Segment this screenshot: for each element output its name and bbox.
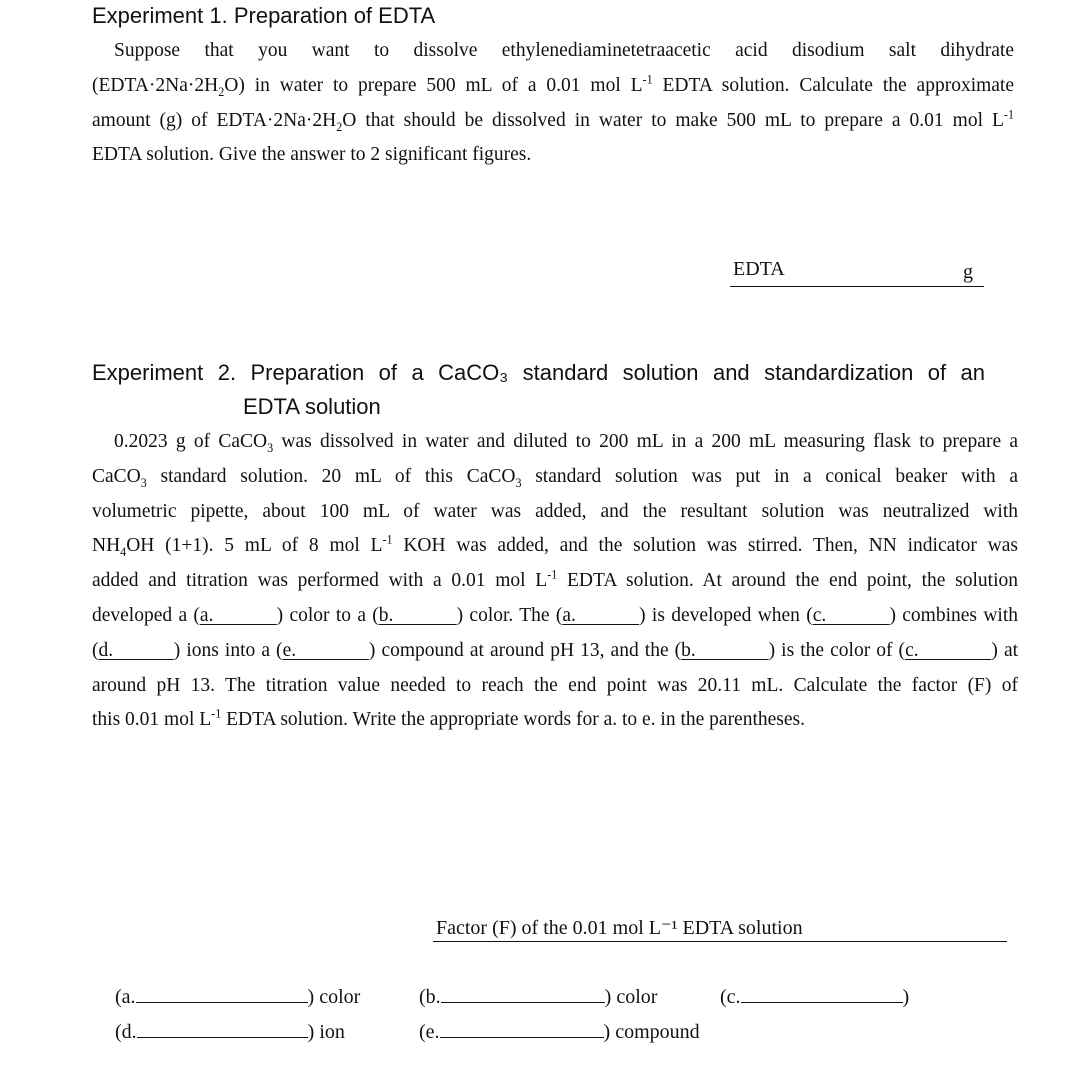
blank-c-line[interactable] <box>741 984 903 1003</box>
experiment1-heading: Experiment 1. Preparation of EDTA <box>92 3 436 28</box>
factor-answer-field[interactable] <box>433 941 1007 942</box>
blank-a-label: (a. <box>115 986 136 1008</box>
blank-a-line[interactable] <box>136 984 308 1003</box>
blank-b[interactable] <box>419 984 657 1010</box>
experiment2-heading: Experiment 2. Preparation of a CaCO₃ standard solution and standardization of an <box>92 360 985 385</box>
edta-answer-label: EDTA <box>733 258 785 280</box>
edta-answer-unit: g <box>963 261 973 283</box>
blank-d-line[interactable] <box>137 1019 308 1038</box>
experiment1-question: Suppose that you want to dissolve ethylenediaminetetraacetic acid disodium salt dihydrate $(EDTA\cdot 2Na\cdot 2H_2O)$ in water to prepare 500 mL of a 0.01 mol $L^{-1}$ EDTA solution. Calculate the approximate amount (g) of $EDTA\cdot 2Na\cdot 2H_2O$ that should be dissolved in water to make 500 mL to prepare a 0.01 mol $L^{-1}$ EDTA solution. Give the answer to 2 significant figures. <box>92 40 1015 166</box>
blank-a-suffix: ) color <box>307 986 361 1008</box>
blank-c-suffix: ) <box>902 986 910 1008</box>
experiment2-question: 0.2023 g of CaCO$_3$ was dissolved in water and diluted to 200 mL in a 200 mL measuring flask to prepare a CaCO$_3$ standard solution. 20 mL of this CaCO$_3$ standard solution was put in a conical beaker with a volumetric pipette, about 100 mL of water was added, and the resultant solution was neutralized with $NH_4OH$ (1+1). 5 mL of 8 mol $L^{-1}$ KOH was added, and the solution was stirred. Then, NN indicator was added and titration was performed with a 0.01 mol $L^{-1}$ EDTA solution. At around the end point, the solution developed a (a. ) color to a (b. ) color. The (a. ) is developed when (c. ) combines with (d. ) ions into a (e. ) compound at around pH 13, and the (b. ) is the color of (c. ) at around pH 13. The titration value needed to reach the end point was 20.11 mL. Calculate the factor (F) of this 0.01 mol $L^{-1}$ EDTA solution. Write the appropriate words for a. to e. in the parentheses. <box>92 431 1019 731</box>
blank-d-suffix: ) ion <box>307 1021 345 1043</box>
blank-b-suffix: ) color <box>604 986 658 1008</box>
edta-answer-field[interactable] <box>730 286 984 287</box>
blank-e[interactable] <box>419 1019 700 1045</box>
blank-a[interactable] <box>115 984 360 1010</box>
blank-e-line[interactable] <box>440 1019 604 1038</box>
blank-e-suffix: ) compound <box>603 1021 700 1043</box>
factor-answer-label: Factor (F) of the 0.01 mol L⁻¹ EDTA solution <box>436 917 803 939</box>
blank-c[interactable] <box>720 984 909 1010</box>
blank-b-label: (b. <box>419 986 441 1008</box>
blank-d-label: (d. <box>115 1021 137 1043</box>
blank-c-label: (c. <box>720 986 741 1008</box>
experiment2-heading-cont: EDTA solution <box>243 394 381 419</box>
blank-d[interactable] <box>115 1019 345 1045</box>
blank-b-line[interactable] <box>441 984 605 1003</box>
blank-e-label: (e. <box>419 1021 440 1043</box>
